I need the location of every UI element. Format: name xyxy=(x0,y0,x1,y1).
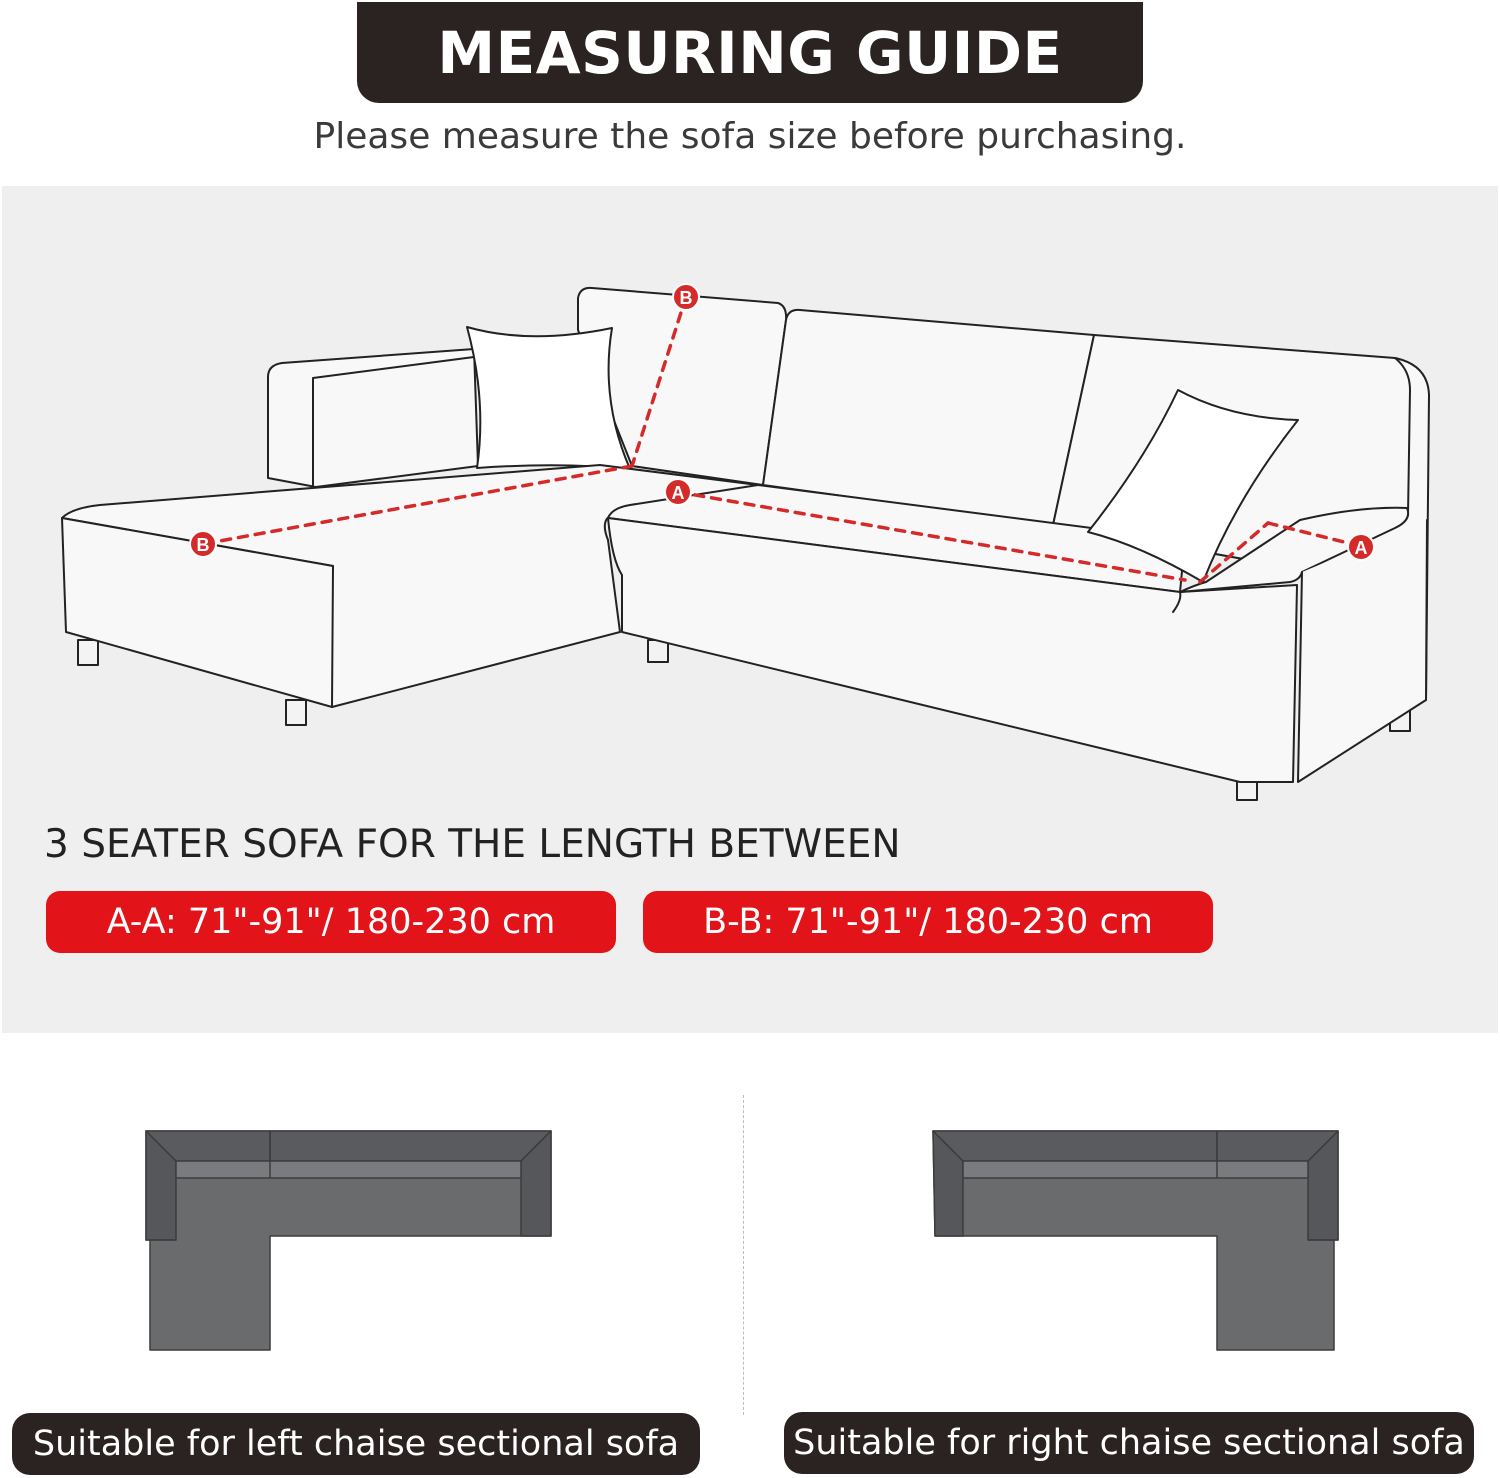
section-divider xyxy=(743,1095,744,1415)
left-chaise-sofa-icon xyxy=(143,1128,555,1354)
measurement-b-b-badge: B-B: 71"-91"/ 180-230 cm xyxy=(643,891,1213,953)
marker-b-left-label: B xyxy=(196,535,210,555)
right-chaise-caption: Suitable for right chaise sectional sofa xyxy=(784,1412,1474,1474)
page-subtitle: Please measure the sofa size before purchasing. xyxy=(313,116,1187,157)
page-title: MEASURING GUIDE xyxy=(437,18,1063,87)
length-heading: 3 SEATER SOFA FOR THE LENGTH BETWEEN xyxy=(44,822,901,867)
title-banner xyxy=(357,2,1143,103)
right-chaise-sofa-icon xyxy=(930,1128,1342,1354)
marker-b-left xyxy=(190,531,216,557)
measurement-a-a-badge: A-A: 71"-91"/ 180-230 cm xyxy=(46,891,616,953)
marker-a-corner xyxy=(665,479,691,505)
marker-a-corner-label: A xyxy=(671,483,685,503)
marker-b-top xyxy=(673,284,699,310)
marker-b-top-label: B xyxy=(679,288,693,308)
left-chaise-caption: Suitable for left chaise sectional sofa xyxy=(12,1413,700,1475)
marker-a-right-label: A xyxy=(1354,538,1368,558)
pillow-left xyxy=(467,327,630,469)
chaise-back xyxy=(268,349,478,487)
marker-a-right xyxy=(1348,534,1374,560)
